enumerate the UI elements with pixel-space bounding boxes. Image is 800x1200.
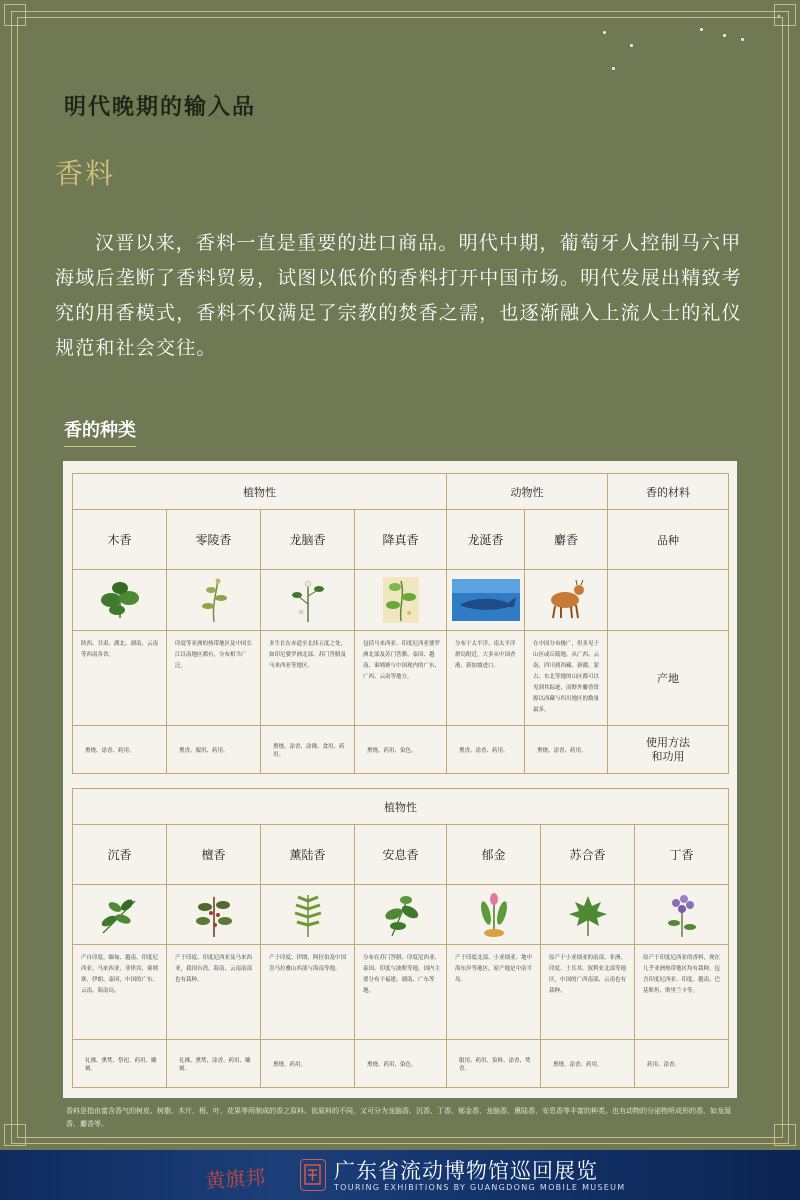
flower-icon [288, 576, 328, 624]
intro-paragraph: 汉晋以来，香料一直是重要的进口商品。明代中期，葡萄牙人控制马六甲海域后垄断了香料贸易，试图以低价的香料打开中国市场。明代发展出精致考究的用香模式，香料不仅满足了宗教的焚香之需，也逐渐融入上流人士的礼仪规范和社会交往。 [55, 232, 742, 359]
row-label-variety: 品种 [608, 510, 729, 570]
name-cell: 沉香 [73, 825, 167, 885]
name-cell: 木香 [73, 510, 167, 570]
name-cell: 麝香 [525, 510, 608, 570]
origin-text: 包括马来西亚、印度尼西亚婆罗洲北部及苏门答腊、泰国、越南、柬埔寨与中国现内的广东、广西、云南等地方。 [355, 631, 447, 726]
corner-ornament [4, 1124, 26, 1146]
origin-text: 产自印度、缅甸、越南、印度尼西亚、马来西亚、菲律宾、柬埔寨、伊朗、泰国，中国的广东、云南、海南岛。 [73, 945, 167, 1040]
name-cell: 龙涎香 [447, 510, 525, 570]
origin-text: 印度等亚洲的热带地区及中国长江以南地区都有，分布相当广泛。 [167, 631, 261, 726]
name-cell: 丁香 [635, 825, 729, 885]
row-label-usage: 使用方法 和功用 [608, 726, 729, 774]
usage-text: 熏烧、药用、染色。 [355, 1040, 447, 1088]
animal-image-cell [525, 570, 608, 631]
herb-icon [194, 576, 234, 624]
kinds-table-1 [72, 473, 729, 774]
star-icon [630, 44, 633, 47]
whale-icon [452, 579, 520, 621]
star-icon [700, 28, 703, 31]
name-cell: 郁金 [447, 825, 541, 885]
usage-text: 熏香、服用、药用。 [167, 726, 261, 774]
plant-image-cell [73, 570, 167, 631]
calligraphy-logo: 黄旗邦 [204, 1164, 266, 1194]
origin-text: 分布在苏门答腊、印度尼西亚、泰国、印度与波斯等地，国内主要分布于福建、湖南、广东等地。 [355, 945, 447, 1040]
origin-text: 原产于印度尼西亚的香料，现在几乎亚洲热带地区均有栽种，包含印度尼西亚、印度、越南、巴基斯坦、斯里兰卡等。 [635, 945, 729, 1040]
usage-text: 熏烧、药用、染色。 [355, 726, 447, 774]
origin-text: 产于印度北部、小亚细亚、地中海东岸等地区，原产地是中南半岛。 [447, 945, 541, 1040]
leaf-icon [378, 892, 424, 938]
plant-image-cell [167, 885, 261, 945]
page-title: 明代晚期的输入品 [64, 94, 257, 120]
leaf-icon [95, 578, 145, 622]
usage-text: 熏烧、涂香、药用。 [525, 726, 608, 774]
museum-banner [0, 1150, 800, 1200]
deer-icon [541, 578, 591, 622]
origin-text: 产于印度、印度尼西亚及马来西亚，我国台湾、海南、云南南部也有栽种。 [167, 945, 261, 1040]
usage-text: 礼佛、熏焚、涂香、药用、雕刻。 [167, 1040, 261, 1088]
shrub-icon [191, 891, 237, 939]
usage-text: 熏烧、涂香、药用。 [73, 726, 167, 774]
name-cell: 零陵香 [167, 510, 261, 570]
empty-cell [608, 570, 729, 631]
plant-image-cell [355, 885, 447, 945]
name-cell: 薰陆香 [261, 825, 355, 885]
plant-image-cell [261, 885, 355, 945]
usage-text: 熏烧、涂香、药用。 [541, 1040, 635, 1088]
clove-flower-icon [660, 891, 704, 939]
origin-text: 在中国分布极广，但多见于山区或丘陵地。从广西、云南、四川到西藏、新疆、蒙古、东北等地的山区都可以见到其踪迹，而野外麝香资源以西藏与四川地区的数量最多。 [525, 631, 608, 726]
group-plant: 植物性 [73, 789, 729, 825]
museum-name-en: TOURING EXHIBITIONS BY GUANGDONG MOBILE MUSEUM [334, 1183, 626, 1192]
plant-image-cell [635, 885, 729, 945]
name-cell: 檀香 [167, 825, 261, 885]
star-icon [723, 34, 726, 37]
name-cell: 安息香 [355, 825, 447, 885]
name-cell: 降真香 [355, 510, 447, 570]
usage-text: 服用、药用、染料、涂香、焚香。 [447, 1040, 541, 1088]
usage-text: 熏香、涂香、药用。 [447, 726, 525, 774]
row-label-origin: 产地 [608, 631, 729, 726]
origin-text: 产于印度、伊朗、阿拉伯及中国喜马拉雅山西部与海南等地。 [261, 945, 355, 1040]
plant-image-cell [73, 885, 167, 945]
kinds-panel [63, 461, 737, 1098]
origin-text: 陕西、甘肃、湖北、湖南、云南等西南各省。 [73, 631, 167, 726]
vine-icon [379, 575, 423, 625]
kinds-table-2 [72, 788, 729, 1088]
museum-name-cn: 广东省流动博物馆巡回展览 [334, 1159, 598, 1183]
group-plant: 植物性 [73, 474, 447, 510]
star-icon [741, 38, 744, 41]
star-icon [612, 67, 615, 70]
origin-text: 多生长在赤道至北纬五度之处，如印尼婆罗洲北部、苏门答腊及马来西亚等地区。 [261, 631, 355, 726]
plant-image-cell [447, 885, 541, 945]
museum-seal-icon [300, 1159, 326, 1191]
leaf-icon [95, 893, 145, 937]
name-cell: 苏合香 [541, 825, 635, 885]
star-icon [603, 31, 606, 34]
origin-text: 原产于小亚细亚的南部、非洲、印度、土耳其、叙利亚北部等地区，中国的广西南部、云南也有栽种。 [541, 945, 635, 1040]
origin-text: 分布于太平洋、南太平洋群岛附近，大多从中国香港、新加坡进口。 [447, 631, 525, 726]
star-icon [778, 15, 780, 17]
name-cell: 龙脑香 [261, 510, 355, 570]
turmeric-icon [474, 891, 514, 939]
subheading: 香的种类 [64, 416, 136, 447]
group-material: 香的材料 [608, 474, 729, 510]
footnote: 香料是指由富含香气的树皮、树脂、木片、根、叶、花果等所制成的香之原料。依原料的不同，又可分为龙脑香、沉香、丁香、郁金香、龙脑香、熏陆香、安息香等丰富的种类。也有动物的分泌物所成形的香，如龙涎香、麝香等。 [66, 1107, 731, 1128]
plant-image-cell [355, 570, 447, 631]
plant-image-cell [541, 885, 635, 945]
plant-image-cell [167, 570, 261, 631]
fern-icon [286, 891, 330, 939]
corner-ornament [774, 1124, 796, 1146]
section-heading: 香料 [55, 157, 116, 190]
group-animal: 动物性 [447, 474, 608, 510]
animal-image-cell [447, 570, 525, 631]
usage-text: 礼佛、熏焚、祭祀、药用、雕刻。 [73, 1040, 167, 1088]
maple-leaf-icon [565, 892, 611, 938]
corner-ornament [4, 4, 26, 26]
usage-text: 熏烧、涂香、涂佛、食用、药用。 [261, 726, 355, 774]
usage-text: 药用、涂香。 [635, 1040, 729, 1088]
plant-image-cell [261, 570, 355, 631]
usage-text: 熏烧、药用。 [261, 1040, 355, 1088]
